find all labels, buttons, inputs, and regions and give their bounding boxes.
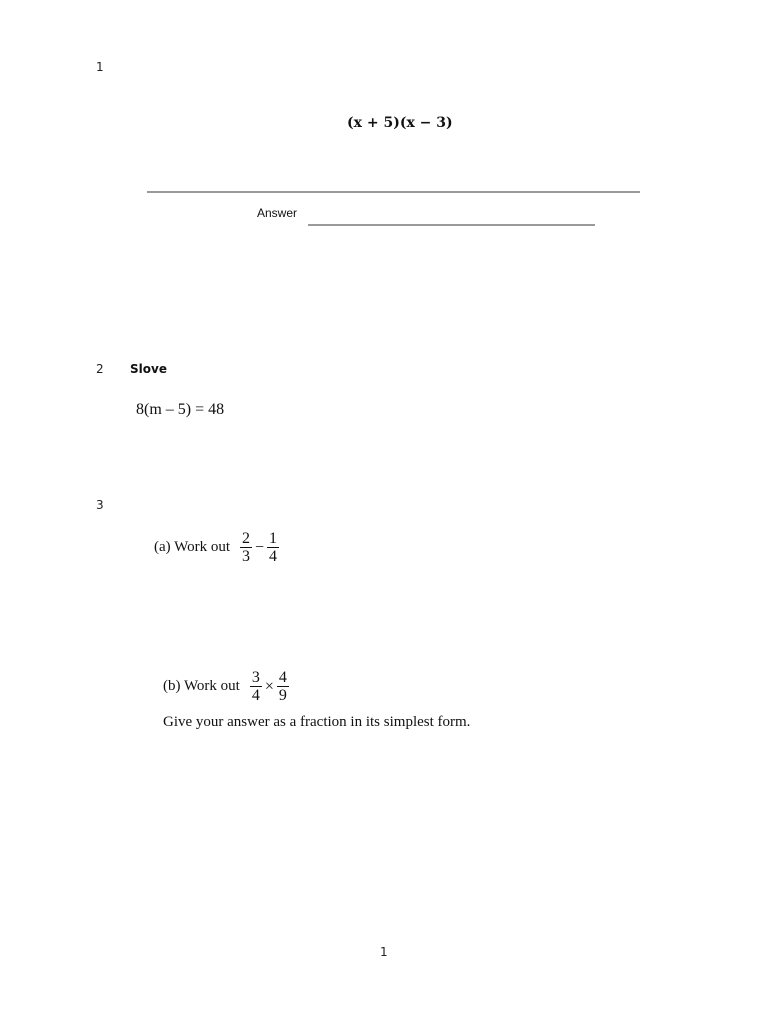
question-2-equation: 8(m – 5) = 48	[136, 401, 225, 418]
minus-operator: −	[255, 538, 265, 556]
question-1-expression: (x + 5)(x − 3)	[347, 115, 453, 131]
answer-label: Answer	[257, 206, 298, 220]
fraction-denominator: 3	[242, 548, 250, 565]
times-operator: ×	[264, 677, 274, 695]
question-3b-label: (b) Work out	[163, 678, 240, 694]
fraction-two-thirds	[240, 530, 252, 565]
question-2-number: 2	[96, 362, 104, 376]
fraction-denominator: 9	[278, 687, 287, 704]
answer-line[interactable]	[308, 224, 595, 226]
question-1-number: 1	[96, 60, 104, 74]
fraction-four-ninths	[277, 669, 289, 704]
fraction-one-quarter	[267, 530, 279, 565]
question-3a	[154, 530, 279, 565]
fraction-numerator: 4	[278, 669, 287, 686]
question-3b	[163, 669, 289, 704]
fraction-numerator: 1	[269, 530, 278, 547]
question-3a-label: (a) Work out	[154, 539, 230, 555]
question-2-instruction: Slove	[130, 362, 167, 376]
question-3-number: 3	[96, 498, 104, 512]
fraction-numerator: 2	[242, 530, 250, 547]
fraction-denominator: 4	[251, 687, 260, 704]
fraction-three-quarters	[250, 669, 262, 704]
fraction-numerator: 3	[251, 669, 260, 686]
fraction-denominator: 4	[269, 548, 278, 565]
working-line	[147, 191, 640, 193]
page-number: 1	[380, 945, 388, 959]
question-3b-instruction: Give your answer as a fraction in its simplest form.	[163, 714, 471, 730]
